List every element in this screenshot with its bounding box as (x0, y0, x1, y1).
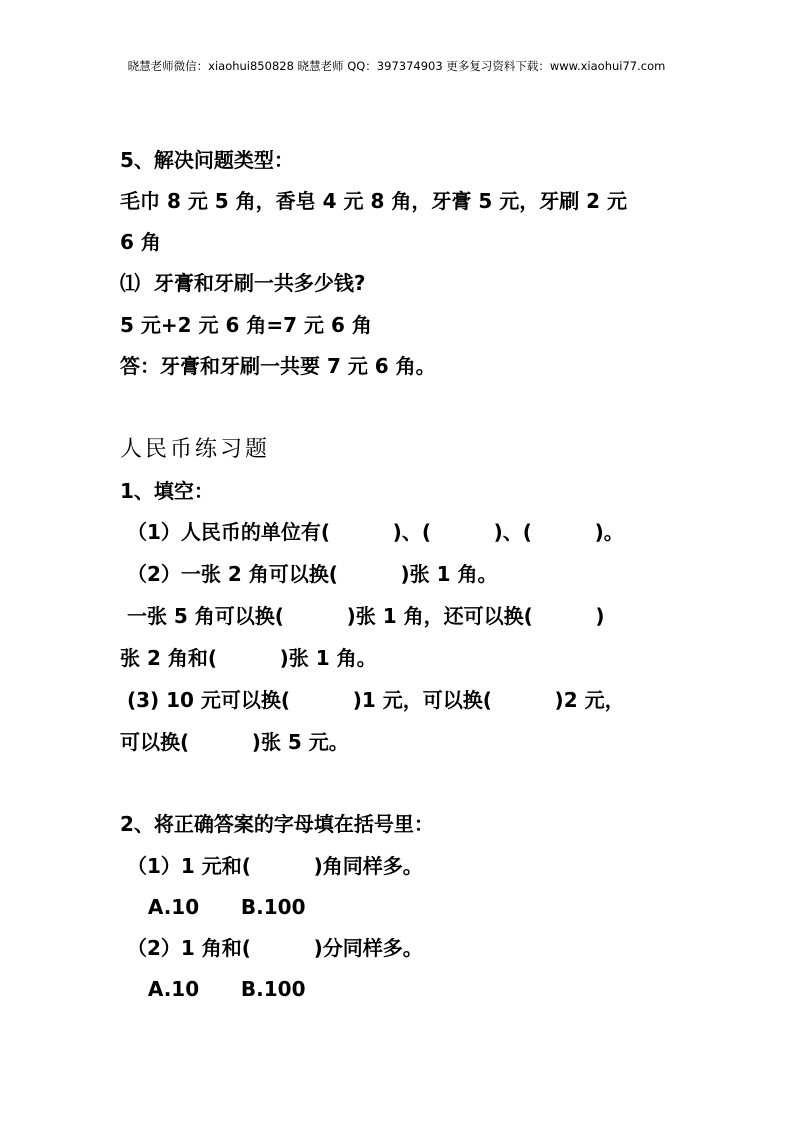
q2-line-3: （2）1 角和( )分同样多。 (120, 936, 423, 960)
answer: 答：牙膏和牙刷一共要 7 元 6 角。 (120, 354, 436, 378)
q1-heading: 1、填空： (120, 479, 214, 503)
q2-heading: 2、将正确答案的字母填在括号里： (120, 812, 434, 836)
section-5-heading: 5、解决问题类型： (120, 148, 294, 172)
q1-line-3: 一张 5 角可以换( )张 1 角，还可以换( ) (120, 604, 605, 628)
q2-line-4: A.10 B.100 (120, 977, 306, 1001)
q2-line-2: A.10 B.100 (120, 895, 306, 919)
q2-line-1: （1）1 元和( )角同样多。 (120, 854, 423, 878)
q1-line-5: (3) 10 元可以换( )1 元，可以换( )2 元， (120, 688, 625, 712)
question-1: ⑴ 牙膏和牙刷一共多少钱? (120, 271, 366, 295)
q1-line-4: 张 2 角和( )张 1 角。 (120, 646, 377, 670)
q1-line-6: 可以换( )张 5 元。 (120, 730, 349, 754)
equation: 5 元+2 元 6 角=7 元 6 角 (120, 313, 372, 337)
q1-line-1: （1）人民币的单位有( )、( )、( )。 (120, 520, 624, 544)
page-header: 晓慧老师微信：xiaohui850828 晓慧老师 QQ：397374903 更多复习资料下载：www.xiaohui77.com (127, 59, 666, 73)
q1-line-2: （2）一张 2 角可以换( )张 1 角。 (120, 562, 498, 586)
exercise-title: 人民币练习题 (120, 437, 271, 462)
problem-line-2: 6 角 (120, 230, 161, 254)
problem-line-1: 毛巾 8 元 5 角，香皂 4 元 8 角，牙膏 5 元，牙刷 2 元 (120, 189, 628, 213)
